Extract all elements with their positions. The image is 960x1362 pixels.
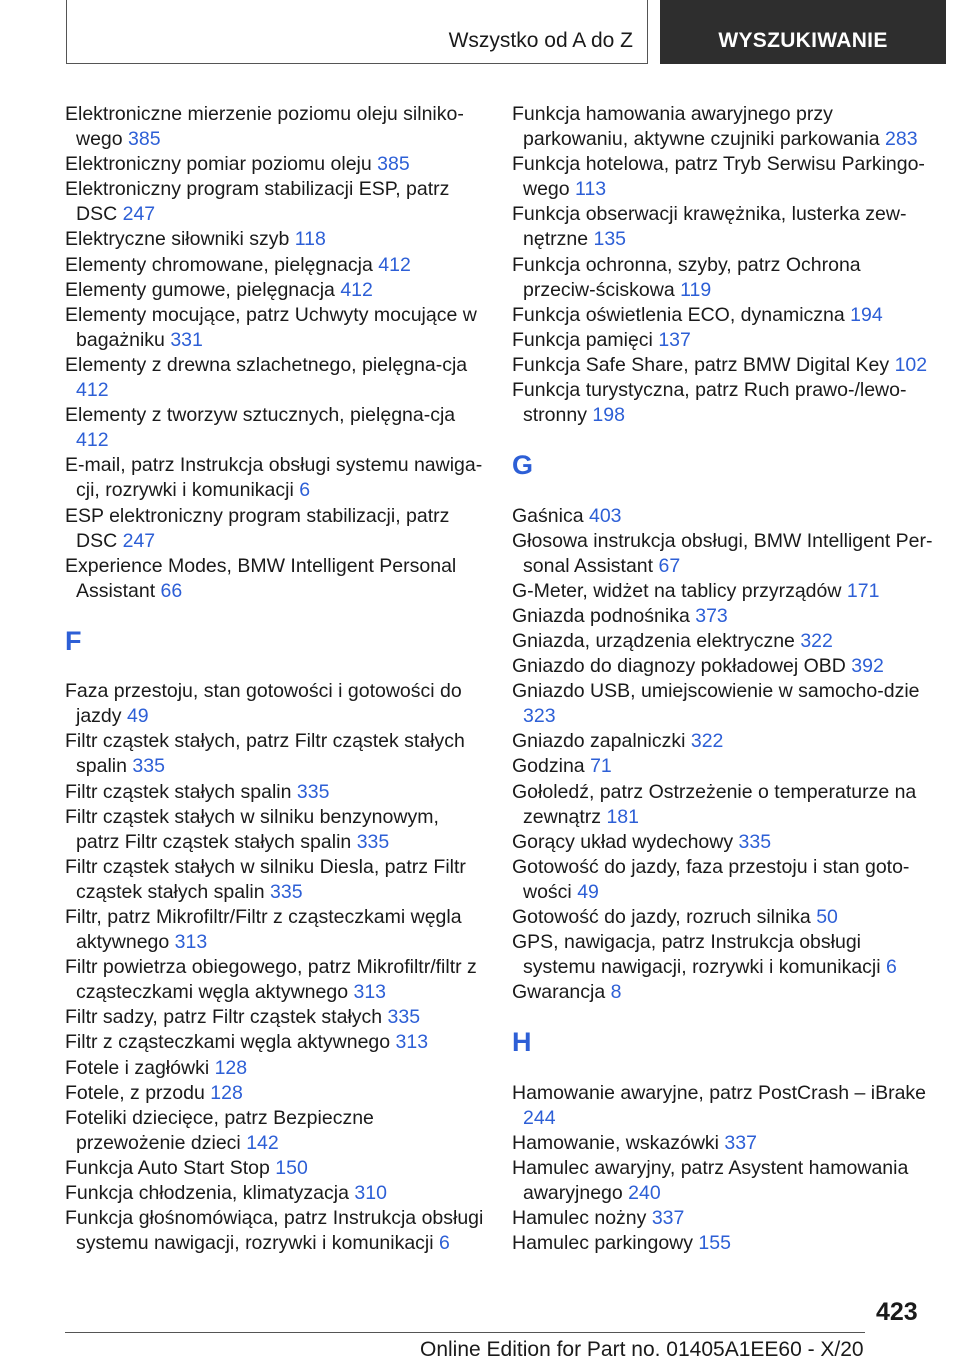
index-entry-text: Funkcja hotelowa, patrz Tryb Serwisu Parkingo‐wego (512, 153, 925, 201)
index-entry-text: Gwarancja (512, 981, 606, 1004)
header-search-tab[interactable] (660, 0, 946, 64)
index-entry (65, 253, 485, 278)
index-entry-page-link[interactable]: 49 (577, 880, 599, 903)
header-section-tab (66, 0, 648, 64)
index-entry (65, 1081, 485, 1106)
index-entry-page-link[interactable]: 71 (590, 755, 612, 778)
index-entry-text: Faza przestoju, stan gotowości i gotowości do jazdy (65, 680, 462, 728)
index-entry (512, 378, 937, 428)
index-entry-text: Funkcja ochronna, szyby, patrz Ochrona przeciw‐ściskowa (512, 253, 861, 301)
index-entry (512, 202, 937, 252)
index-entry (65, 729, 485, 779)
index-entry-text: Gniazda podnośnika (512, 604, 690, 627)
index-entry (512, 1131, 937, 1156)
index-entry (512, 353, 937, 378)
index-entry (65, 679, 485, 729)
index-entry-page-link[interactable]: 113 (575, 178, 607, 201)
index-entry-text: ESP elektroniczny program stabilizacji, patrz DSC (65, 504, 450, 552)
index-entry-page-link[interactable]: 198 (592, 404, 625, 427)
index-entry-page-link[interactable]: 335 (132, 755, 165, 778)
index-entry (512, 855, 937, 905)
index-entry-page-link[interactable]: 337 (724, 1131, 757, 1154)
index-entry-text: Funkcja turystyczna, patrz Ruch prawo-/lewo‐stronny (512, 379, 907, 427)
index-section-letter: F (65, 625, 82, 656)
index-entry-page-link[interactable]: 412 (378, 253, 411, 276)
index-entry (65, 805, 485, 855)
index-entry-text: Experience Modes, BMW Intelligent Personal Assistant (65, 554, 457, 602)
index-entry (65, 453, 485, 503)
index-entry (512, 1231, 937, 1256)
index-entry-page-link[interactable]: 331 (170, 328, 203, 351)
index-entry-text: Fotele, z przodu (65, 1081, 205, 1104)
index-entry-text: Funkcja oświetlenia ECO, dynamiczna (512, 303, 845, 326)
footer-divider (65, 1332, 865, 1333)
index-entry-page-link[interactable]: 50 (816, 906, 838, 928)
index-entry-text: Gorący układ wydechowy (512, 830, 734, 853)
index-entry-text: Funkcja obserwacji krawężnika, lusterka zew‐nętrzne (512, 203, 907, 251)
index-entry-page-link[interactable]: 142 (246, 1131, 279, 1154)
index-entry (65, 177, 485, 227)
index-entry-page-link[interactable]: 335 (387, 1006, 421, 1029)
index-entry-text: Filtr, patrz Mikrofiltr/Filtr z cząsteczkami węgla aktywnego (65, 906, 462, 954)
index-entry-page-link[interactable]: 322 (690, 730, 724, 753)
index-entry (65, 1181, 485, 1206)
index-entry-text: Filtr cząstek stałych spalin (65, 780, 292, 803)
index-entry-text: Głosowa instrukcja obsługi, BMW Intelligent Per‐sonal Assistant (512, 529, 933, 577)
index-entry-text: Elementy z drewna szlachetnego, pielęgna‐cja (65, 353, 468, 376)
index-entry (512, 629, 937, 654)
index-entry-text: Fotele i zagłówki (65, 1056, 210, 1079)
index-entry-page-link[interactable]: 412 (76, 379, 109, 402)
index-entry-text: Elementy z tworzyw sztucznych, pielęgna‐cja (65, 404, 456, 427)
index-entry (512, 152, 937, 202)
page-number: 423 (876, 1298, 918, 1326)
index-entry-page-link[interactable]: 385 (128, 128, 161, 151)
index-entry (65, 1030, 485, 1055)
index-entry (65, 353, 485, 403)
index-entry-text: Foteliki dziecięce, patrz Bezpieczne przewożenie dzieci (65, 1106, 374, 1154)
index-entry-text: Gotowość do jazdy, rozruch silnika (512, 906, 811, 928)
index-entry-text: Elektroniczny pomiar poziomu oleju (65, 153, 372, 176)
index-entry (65, 1106, 485, 1156)
index-entry (512, 780, 937, 830)
index-entry-text: Elementy chromowane, pielęgnacja (65, 253, 373, 276)
index-entry-page-link[interactable]: 385 (377, 153, 410, 176)
index-entry-page-link[interactable]: 66 (160, 579, 183, 602)
index-entry-text: Hamulec parkingowy (512, 1232, 693, 1255)
index-entry-page-link[interactable]: 337 (651, 1207, 685, 1230)
index-entry-page-link[interactable]: 102 (894, 353, 928, 376)
index-entry-page-link[interactable]: 392 (851, 655, 884, 678)
footer-edition-text: Online Edition for Part no. 01405A1EE60 - X/20 (420, 1338, 864, 1361)
index-entry (65, 102, 485, 152)
index-entry-page-link[interactable]: 119 (680, 278, 712, 301)
index-entry-text: Elektryczne siłowniki szyb (65, 228, 290, 251)
index-entry-text: Hamulec nożny (512, 1207, 647, 1230)
index-entry-page-link[interactable]: 313 (353, 981, 387, 1004)
search-tab-label: WYSZUKIWANIE (718, 29, 888, 52)
index-entry-page-link[interactable]: 6 (886, 956, 897, 979)
index-entry-text: Funkcja Auto Start Stop (65, 1156, 270, 1179)
index-entry-text: Filtr powietrza obiegowego, patrz Mikrofiltr/filtr z cząsteczkami węgla aktywnego (65, 956, 477, 1004)
index-entry-page-link[interactable]: 240 (628, 1182, 661, 1205)
index-entry-text: Filtr cząstek stałych, patrz Filtr cząstek stałych spalin (65, 730, 465, 778)
index-entry-page-link[interactable]: 6 (439, 1232, 450, 1255)
index-entry-text: Hamowanie, wskazówki (512, 1131, 719, 1154)
index-entry (512, 754, 937, 779)
index-entry-text: Elektroniczny program stabilizacji ESP, patrz DSC (65, 178, 450, 226)
index-entry (512, 905, 937, 930)
index-entry-text: Godzina (512, 755, 585, 778)
index-entry (65, 1206, 485, 1256)
index-section-letter: G (512, 450, 534, 481)
index-entry-page-link[interactable]: 323 (523, 705, 556, 728)
index-entry-page-link[interactable]: 283 (885, 128, 918, 151)
index-entry-text: Gaśnica (512, 504, 584, 527)
index-entry-text: Elementy mocujące, patrz Uchwyty mocujące w bagażniku (65, 303, 477, 351)
index-entry (65, 278, 485, 303)
index-entry (512, 930, 937, 980)
index-entry-page-link[interactable]: 171 (846, 579, 880, 602)
index-entry-text: G-Meter, widżet na tablicy przyrządów (512, 579, 842, 602)
index-entry-text: Gniazda, urządzenia elektryczne (512, 629, 795, 652)
index-entry-text: Hamowanie awaryjne, patrz PostCrash – iBrake (512, 1081, 927, 1104)
index-entry (512, 303, 937, 328)
index-section-letter: H (512, 1027, 532, 1058)
index-entry-page-link[interactable]: 137 (658, 328, 691, 351)
index-entry-page-link[interactable]: 412 (76, 429, 109, 452)
index-entry-text: Gniazdo USB, umiejscowienie w samocho‐dzie (512, 680, 920, 703)
index-entry-text: Filtr sadzy, patrz Filtr cząstek stałych (65, 1006, 383, 1029)
index-entry-page-link[interactable]: 335 (296, 780, 330, 803)
index-entry-page-link[interactable]: 322 (800, 629, 833, 652)
index-entry-page-link[interactable]: 247 (122, 529, 156, 552)
index-entry (65, 905, 485, 955)
index-entry-page-link[interactable]: 128 (214, 1056, 248, 1079)
index-entry (512, 253, 937, 303)
index-entry (65, 403, 485, 453)
index-entry-text: E-mail, patrz Instrukcja obsługi systemu nawiga‐cji, rozrywki i komunikacji (65, 454, 483, 502)
index-entry-page-link[interactable]: 310 (354, 1182, 387, 1205)
section-title: Wszystko od A do Z (448, 29, 633, 52)
index-entry-text: Funkcja hamowania awaryjnego przy parkowaniu, aktywne czujniki parkowania (512, 103, 880, 151)
index-entry-page-link[interactable]: 150 (275, 1156, 308, 1179)
index-entry-page-link[interactable]: 412 (340, 278, 373, 301)
index-entry (512, 1206, 937, 1231)
index-entry-page-link[interactable]: 67 (658, 554, 681, 577)
index-entry (512, 729, 937, 754)
index-entry-page-link[interactable]: 128 (210, 1081, 243, 1104)
index-entry (512, 102, 937, 152)
index-entry-page-link[interactable]: 8 (610, 981, 622, 1004)
index-column-right (512, 102, 937, 1256)
index-entry-text: Funkcja chłodzenia, klimatyzacja (65, 1182, 349, 1205)
index-entry (65, 303, 485, 353)
index-entry-page-link[interactable]: 118 (294, 228, 326, 251)
index-entry-page-link[interactable]: 247 (122, 203, 156, 226)
index-entry-text: Gotowość do jazdy, faza przestoju i stan goto‐wości (512, 855, 910, 903)
index-entry (512, 654, 937, 679)
index-entry (65, 504, 485, 554)
index-entry-text: Filtr cząstek stałych w silniku Diesla, patrz Filtr cząstek stałych spalin (65, 855, 466, 903)
index-entry-text: Filtr cząstek stałych w silniku benzynowym, patrz Filtr cząstek stałych spalin (65, 805, 439, 853)
index-entry-text: Funkcja pamięci (512, 328, 653, 351)
index-entry (512, 579, 937, 604)
index-entry-page-link[interactable]: 373 (695, 604, 728, 627)
index-entry (512, 604, 937, 629)
index-entry (65, 955, 485, 1005)
index-entry (512, 529, 937, 579)
index-column-left (65, 102, 485, 1256)
index-entry-page-link[interactable]: 313 (395, 1031, 429, 1054)
index-entry (512, 1156, 937, 1206)
index-entry (65, 855, 485, 905)
index-entry (65, 227, 485, 252)
index-entry-page-link[interactable]: 155 (698, 1232, 731, 1255)
index-entry-page-link[interactable]: 194 (850, 303, 883, 326)
index-entry (65, 1056, 485, 1081)
index-entry (512, 504, 937, 529)
index-entry-text: Hamulec awaryjny, patrz Asystent hamowania awaryjnego (512, 1156, 909, 1205)
index-entry (512, 1081, 937, 1131)
index-entry (65, 780, 485, 805)
index-entry-page-link[interactable]: 135 (593, 228, 627, 251)
index-entry (65, 554, 485, 604)
index-entry-page-link[interactable]: 335 (270, 880, 303, 903)
index-entry-page-link[interactable]: 49 (126, 705, 149, 728)
index-entry-text: Funkcja głośnomówiąca, patrz Instrukcja obsługi systemu nawigacji, rozrywki i komunikacji (65, 1207, 484, 1255)
index-entry-page-link[interactable]: 6 (299, 479, 311, 502)
index-entry (65, 1005, 485, 1030)
index-entry-page-link[interactable]: 313 (174, 931, 208, 954)
index-entry-page-link[interactable]: 335 (738, 830, 772, 853)
index-entry (512, 679, 937, 729)
index-entry (512, 328, 937, 353)
index-entry-text: Gołoledź, patrz Ostrzeżenie o temperaturze na zewnątrz (512, 780, 917, 828)
index-entry (512, 830, 937, 855)
index-entry-text: Filtr z cząsteczkami węgla aktywnego (65, 1031, 391, 1054)
index-entry-page-link[interactable]: 244 (523, 1106, 556, 1129)
index-entry-page-link[interactable]: 403 (588, 504, 622, 527)
index-entry-page-link[interactable]: 181 (606, 805, 639, 828)
index-entry (512, 980, 937, 1005)
index-entry-text: Gniazdo do diagnozy pokładowej OBD (512, 655, 846, 678)
index-entry (65, 152, 485, 177)
index-entry-text: GPS, nawigacja, patrz Instrukcja obsługi systemu nawigacji, rozrywki i komunikacji (512, 931, 881, 979)
index-entry-text: Elementy gumowe, pielęgnacja (65, 278, 335, 301)
index-entry-page-link[interactable]: 335 (356, 830, 390, 853)
index-entry-text: Elektroniczne mierzenie poziomu oleju silniko‐wego (65, 103, 464, 151)
index-entry-text: Gniazdo zapalniczki (512, 730, 686, 753)
index-entry-text: Funkcja Safe Share, patrz BMW Digital Key (512, 353, 890, 376)
index-entry (65, 1156, 485, 1181)
